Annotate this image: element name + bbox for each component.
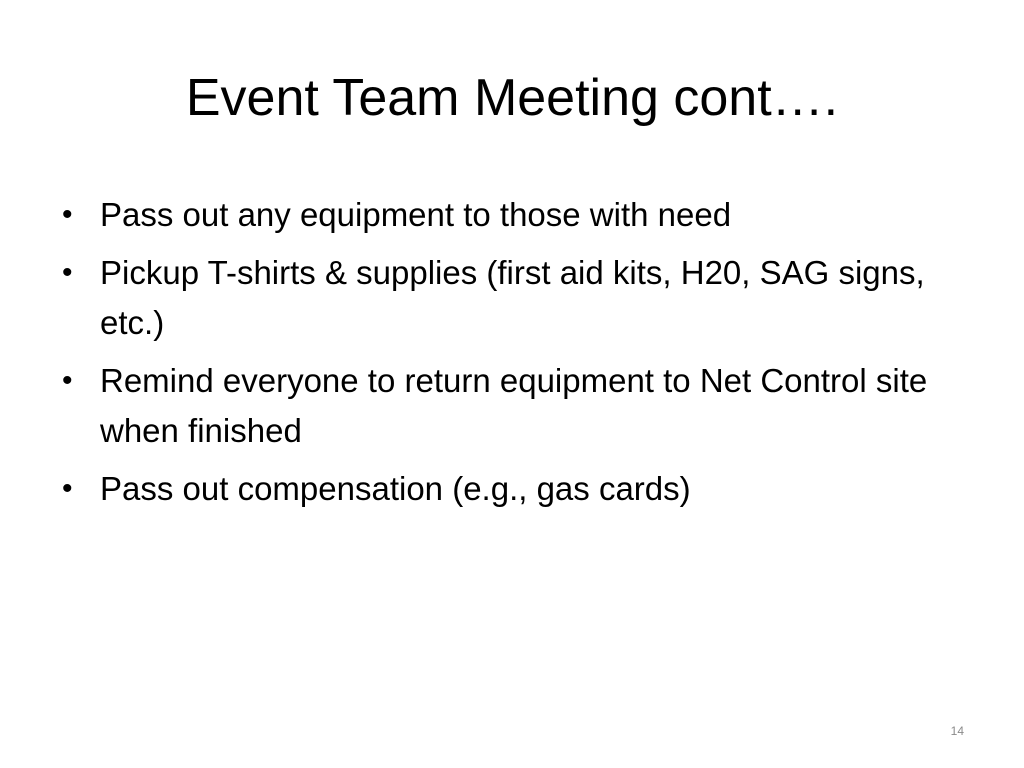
page-number: 14 xyxy=(950,724,964,738)
bullet-text: Remind everyone to return equipment to Net Control site when finished xyxy=(100,362,928,449)
bullet-text: Pickup T-shirts & supplies (first aid kits, H20, SAG signs, etc.) xyxy=(100,254,925,341)
bullet-text: Pass out any equipment to those with need xyxy=(100,196,732,233)
bullet-item xyxy=(58,248,958,348)
bullet-item xyxy=(58,464,958,514)
bullet-dot-icon: • xyxy=(62,364,73,397)
bullet-item xyxy=(58,356,958,456)
bullet-item xyxy=(58,190,958,240)
bullet-text: Pass out compensation (e.g., gas cards) xyxy=(100,470,691,507)
bullet-list xyxy=(58,190,958,522)
slide-title: Event Team Meeting cont…. xyxy=(185,69,839,127)
bullet-dot-icon: • xyxy=(62,472,73,505)
bullet-dot-icon: • xyxy=(62,256,73,289)
bullet-dot-icon: • xyxy=(62,198,73,231)
